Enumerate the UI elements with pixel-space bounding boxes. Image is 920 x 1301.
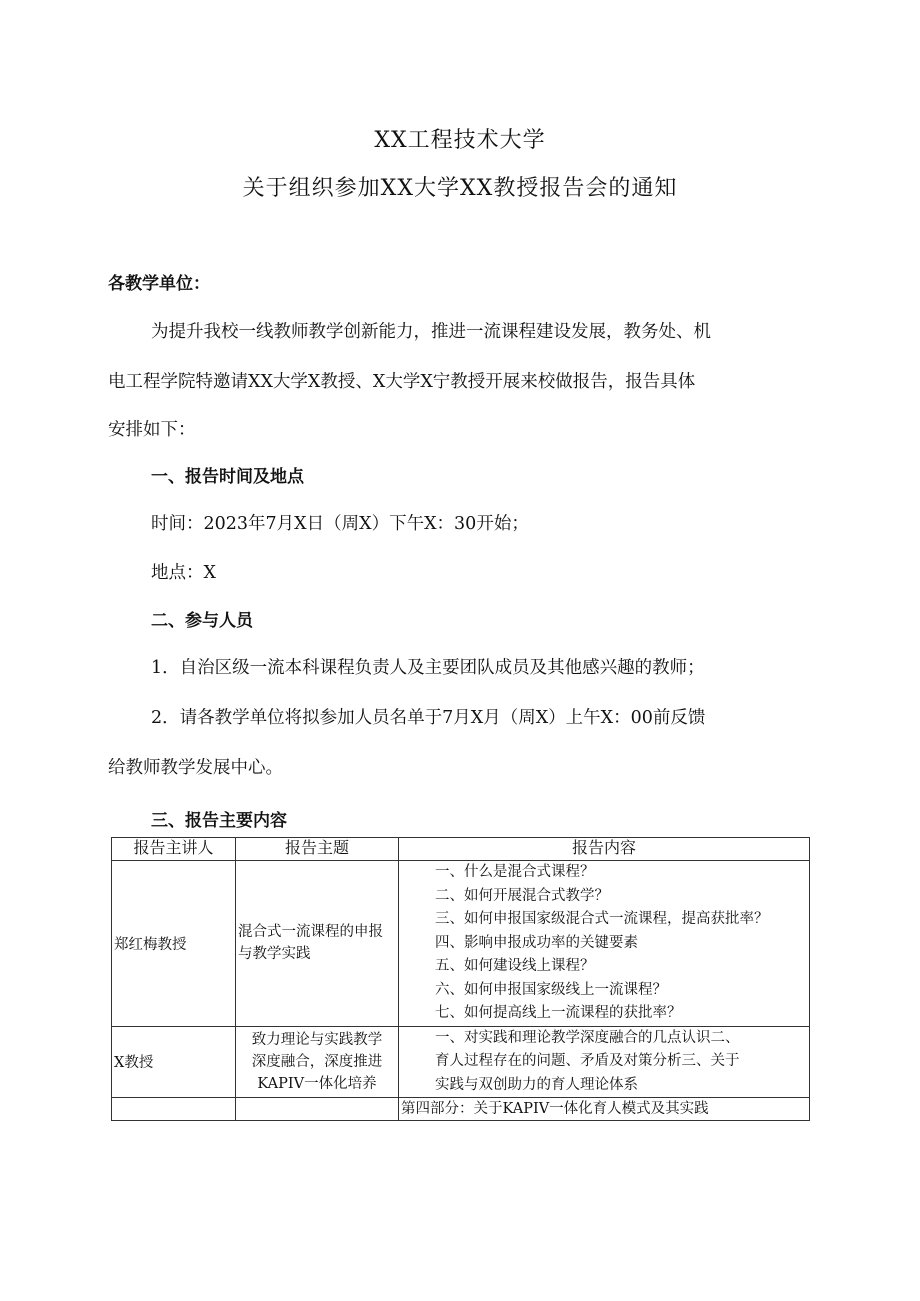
content-item: 二、如何开展混合式教学？ — [435, 887, 609, 904]
section2-heading: 二、参与人员 — [151, 611, 253, 631]
intro-line-1: 为提升我校一线教师教学创新能力，推进一流课程建设发展，教务处、机 — [151, 322, 711, 342]
content-item: 七、如何提高线上一流课程的获批率？ — [435, 1005, 682, 1021]
speaker-cell — [112, 1098, 236, 1121]
section1-place: 地点：X — [151, 563, 216, 583]
speaker-cell: X教授 — [112, 1026, 236, 1098]
section1-heading: 一、报告时间及地点 — [151, 467, 304, 487]
table-header-row — [112, 838, 810, 861]
content-line: 实践与双创助力的育人理论体系 — [435, 1076, 638, 1093]
speaker-cell: 郑红梅教授 — [112, 861, 236, 1027]
header-topic: 报告主题 — [236, 838, 399, 861]
table-row — [112, 861, 810, 1027]
salutation: 各教学单位： — [108, 274, 210, 294]
document-title — [0, 128, 920, 202]
title-notice: 关于组织参加XX大学XX教授报告会的通知 — [242, 176, 678, 201]
topic-cell: 混合式一流课程的申报与教学实践 — [236, 861, 399, 1027]
content-line: 育人过程存在的问题、矛盾及对策分析三、关于 — [435, 1053, 740, 1069]
table-row — [112, 1098, 810, 1121]
content-cell — [399, 1026, 810, 1098]
header-content: 报告内容 — [399, 838, 810, 861]
content-cell — [399, 861, 810, 1027]
section1-time: 时间：2023年7月X日（周X）下午X：30开始； — [151, 514, 529, 534]
content-item: 六、如何申报国家级线上一流课程？ — [435, 981, 667, 998]
report-table — [111, 837, 810, 1121]
header-speaker: 报告主讲人 — [112, 838, 236, 861]
content-item: 一、什么是混合式课程？ — [435, 864, 595, 880]
intro-line-3: 安排如下： — [108, 420, 196, 440]
title-university: XX工程技术大学 — [374, 128, 546, 153]
content-item: 四、影响申报成功率的关键要素 — [435, 934, 638, 951]
topic-cell — [236, 1098, 399, 1121]
content-line: 一、对实践和理论教学深度融合的几点认识二、 — [435, 1029, 740, 1046]
intro-line-2: 电工程学院特邀请XX大学X教授、X大学X宁教授开展来校做报告，报告具体 — [108, 372, 696, 392]
section2-item2-line2: 给教师教学发展中心。 — [108, 758, 283, 778]
topic-line: 致力理论与实践教学 — [251, 1031, 383, 1048]
topic-line: KAPIV一体化培养 — [257, 1075, 377, 1092]
content-cell: 第四部分：关于KAPIV一体化育人模式及其实践 — [399, 1098, 810, 1121]
topic-line: 深度融合，深度推进 — [251, 1053, 383, 1070]
table-row — [112, 1026, 810, 1098]
section2-item1: 1．自治区级一流本科课程负责人及主要团队成员及其他感兴趣的教师； — [151, 658, 705, 678]
content-item: 五、如何建设线上课程？ — [435, 958, 595, 974]
section3-heading: 三、报告主要内容 — [151, 811, 287, 831]
section2-item2-line1: 2．请各教学单位将拟参加人员名单于7月X月（周X）上午X：00前反馈 — [151, 708, 706, 728]
topic-cell — [236, 1026, 399, 1098]
content-item: 三、如何申报国家级混合式一流课程，提高获批率？ — [435, 911, 769, 927]
